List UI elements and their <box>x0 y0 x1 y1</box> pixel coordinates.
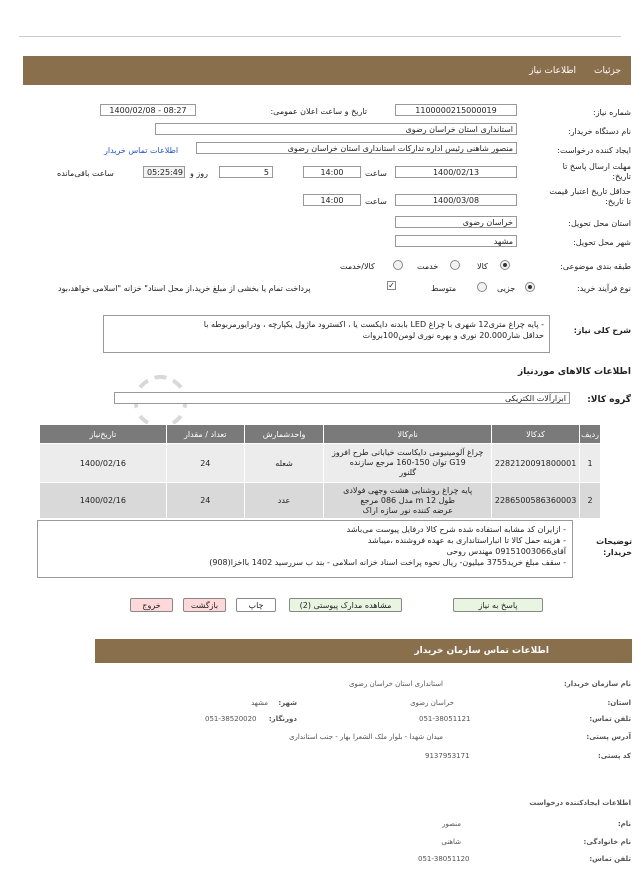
contact-city-value: مشهد <box>251 699 268 707</box>
deadline-label: مهلت ارسال پاسخ تا تاریخ: <box>562 162 631 181</box>
requester-field: منصور شاهنی رئیس اداره تدارکات استانداری استان خراسان رضوی <box>196 142 517 154</box>
contact-province-label: استان: <box>607 699 631 707</box>
row-date: 1400/02/16 <box>40 483 167 519</box>
category-goods-radio[interactable] <box>500 260 510 270</box>
announce-label: تاریخ و ساعت اعلان عمومی: <box>270 107 367 116</box>
announce-field: 1400/02/08 - 08:27 <box>100 104 196 116</box>
row-name-line1: چراغ آلومینیومی دایکاست خیابانی طرح افروز <box>331 448 484 457</box>
contact-org-label: نام سازمان خریدار: <box>563 680 631 688</box>
contact-postal-value: 9137953171 <box>425 752 470 760</box>
reply-button[interactable]: پاسخ به نیاز <box>453 598 543 612</box>
category-label: طبقه بندی موضوعی: <box>560 262 631 271</box>
remaining-time-field: 05:25:49 <box>143 166 185 178</box>
top-divider <box>19 36 621 37</box>
row-name <box>324 483 492 519</box>
creator-name-label: نام: <box>617 820 631 828</box>
price-validity-date-field: 1400/03/08 <box>395 194 517 206</box>
process-minor-radio[interactable] <box>525 282 535 292</box>
goods-group-label: گروه کالا: <box>587 395 631 405</box>
row-unit: شعله <box>244 444 323 483</box>
deadline-date-field: 1400/02/13 <box>395 166 517 178</box>
description-box <box>103 315 550 353</box>
process-minor-label: جزیی <box>497 284 516 293</box>
price-validity-label: حداقل تاریخ اعتبار قیمت تا تاریخ: <box>549 187 631 206</box>
need-number-field: 1100000215000019 <box>395 104 517 116</box>
description-label: شرح کلی نیاز: <box>573 326 631 335</box>
creator-family-label: نام خانوادگی: <box>583 838 631 846</box>
price-validity-time-field: 14:00 <box>303 194 361 206</box>
details-tab[interactable]: جزئیات <box>594 66 621 76</box>
buyer-notes-line-2: - هزینه حمل کالا تا انباراستانداری به عهده فروشنده ،میباشد <box>367 536 566 545</box>
payment-checkbox[interactable]: ✓ <box>388 281 395 290</box>
buyer-notes-box <box>37 520 573 578</box>
contact-fax-value: 051-38520020 <box>205 715 257 723</box>
creator-phone-label: تلفن تماس: <box>589 855 631 863</box>
row-code: 2286500586360003 <box>492 483 580 519</box>
print-button[interactable]: چاپ <box>236 598 276 612</box>
price-validity-time-label: ساعت <box>365 197 387 206</box>
contact-fax-label: دورنگار: <box>268 715 297 723</box>
category-goods-label: کالا <box>477 262 488 271</box>
col-index: ردیف <box>580 425 601 444</box>
row-code: 2282120091800001 <box>492 444 580 483</box>
creator-section-title: اطلاعات ایجادکننده درخواست <box>529 799 631 807</box>
contact-section-title: اطلاعات تماس سازمان خریدار <box>414 646 549 656</box>
col-name: نام‌کالا <box>324 425 492 444</box>
col-code: کدکالا <box>492 425 580 444</box>
goods-group-field: ابزارآلات الکتریکی <box>114 392 570 404</box>
row-date: 1400/02/16 <box>40 444 167 483</box>
days-label: روز و <box>190 169 208 178</box>
process-label: نوع فرآیند خرید: <box>577 284 631 293</box>
buyer-notes-label: توضیحات خریدار: <box>596 537 632 557</box>
remaining-label: ساعت باقی‌مانده <box>57 169 114 178</box>
province-field: خراسان رضوی <box>395 216 517 228</box>
back-button[interactable]: بازگشت <box>183 598 226 612</box>
buyer-org-label: نام دستگاه خریدار: <box>568 127 631 136</box>
row-name-line2: G19 توان 150-160 مرجع سازنده <box>349 458 466 467</box>
attachments-button[interactable]: مشاهده مدارک پیوستی (2) <box>289 598 402 612</box>
row-name-line3: عرضه کننده نور سازه اراک <box>362 505 453 515</box>
buyer-org-field: استانداری استان خراسان رضوی <box>155 123 517 135</box>
contact-postal-label: کد پستی: <box>597 752 631 760</box>
row-unit: عدد <box>244 483 323 519</box>
contact-city-label: شهر: <box>278 699 297 707</box>
items-header-row <box>40 425 601 444</box>
contact-org-value: استانداری استان خراسان رضوی <box>348 680 443 688</box>
contact-phone-value: 051-38051121 <box>419 715 471 723</box>
buyer-contact-link[interactable]: اطلاعات تماس خریدار <box>104 146 179 155</box>
description-line-1: - پایه چراغ متری12 شهری با چراغ LED بابدنه دایکست یا ، اکسترود ماژول یکپارچه ، ودرایورمربوطه با <box>203 320 544 329</box>
category-both-label: کالا/خدمت <box>340 262 375 271</box>
buyer-notes-line-4: - سقف مبلغ خرید3755 میلیون- ریال نحوه پراخت اسناد خزانه اسلامی - بند ب سررسید 1402 بااخزا(908) <box>209 558 566 567</box>
creator-family-value: شاهنی <box>441 838 461 846</box>
items-table <box>39 424 601 519</box>
goods-section-title: اطلاعات کالاهای موردنیاز <box>517 367 631 377</box>
payment-note: پرداخت تمام یا بخشی از مبلغ خرید،از محل اسناد" خزانه "اسلامی خواهد،بود <box>58 284 311 293</box>
row-name-line2: طول 12 m مدل 086 مرجع <box>360 495 455 505</box>
process-medium-label: متوسط <box>431 284 457 293</box>
need-info-tab[interactable]: اطلاعات نیاز <box>529 66 576 76</box>
category-service-radio[interactable] <box>450 260 460 270</box>
row-name <box>324 444 492 483</box>
city-label: شهر محل تحویل: <box>573 238 631 247</box>
table-row[interactable] <box>40 444 601 483</box>
col-qty: تعداد / مقدار <box>166 425 244 444</box>
category-both-radio[interactable] <box>393 260 403 270</box>
deadline-time-field: 14:00 <box>303 166 361 178</box>
row-index: 2 <box>580 483 601 519</box>
city-field: مشهد <box>395 235 517 247</box>
creator-name-value: منصور <box>442 820 461 828</box>
col-date: تاریخ‌نیاز <box>40 425 167 444</box>
table-row[interactable] <box>40 483 601 519</box>
process-medium-radio[interactable] <box>477 282 487 292</box>
deadline-time-label: ساعت <box>365 169 387 178</box>
row-name-line1: پایه چراغ روشنایی هشت وجهی فولادی <box>343 485 473 495</box>
province-label: استان محل تحویل: <box>568 219 631 228</box>
contact-address-value: میدان شهدا - بلوار ملک الشعرا بهار - جنب استانداری <box>289 733 443 741</box>
description-line-2: حداقل شار20.000 نوری و بهره نوری لومن100بروات <box>362 331 544 340</box>
col-unit: واحدشمارش <box>244 425 323 444</box>
creator-phone-value: 051-38051120 <box>418 855 470 863</box>
days-field: 5 <box>219 166 273 178</box>
need-number-label: شماره نیاز: <box>593 108 631 117</box>
buyer-notes-line-1: - ازایران کد مشابه استفاده شده شرح کالا درفایل پیوست می‌باشد <box>346 525 566 534</box>
contact-address-label: آدرس پستی: <box>586 733 631 741</box>
row-qty: 24 <box>166 483 244 519</box>
contact-section-header <box>95 639 632 663</box>
contact-phone-label: تلفن تماس: <box>589 715 631 723</box>
row-name-line3: گلنور <box>399 468 417 477</box>
contact-province-value: خراسان رضوی <box>410 699 454 707</box>
buyer-notes-line-3: آقای09151003066 مهندس روحی <box>446 547 566 556</box>
requester-label: ایجاد کننده درخواست: <box>557 146 631 155</box>
row-qty: 24 <box>166 444 244 483</box>
row-index: 1 <box>580 444 601 483</box>
exit-button[interactable]: خروج <box>130 598 173 612</box>
page-header <box>23 56 631 85</box>
category-service-label: خدمت <box>417 262 439 271</box>
